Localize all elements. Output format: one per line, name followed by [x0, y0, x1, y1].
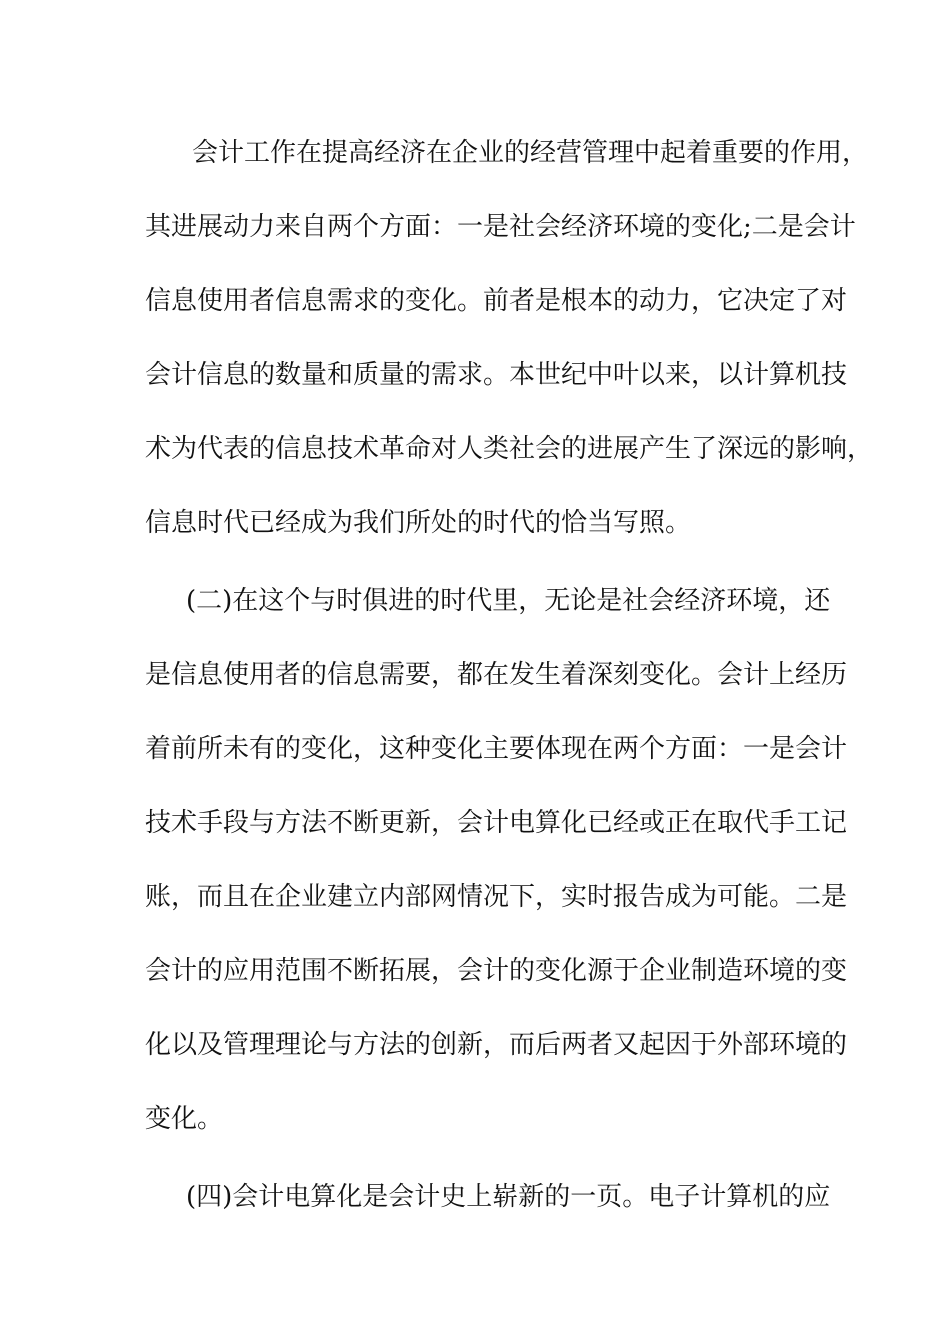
text-line: 技术手段与方法不断更新，会计电算化已经或正在取代手工记: [145, 808, 848, 838]
text-line: 变化。: [145, 1104, 224, 1134]
text-line: 会计的应用范围不断拓展，会计的变化源于企业制造环境的变: [145, 956, 848, 986]
text-line: 其进展动力来自两个方面：一是社会经济环境的变化;二是会计: [145, 212, 856, 242]
text-line: 化以及管理理论与方法的创新，而后两者又起因于外部环境的: [145, 1030, 848, 1060]
text-line: 信息时代已经成为我们所处的时代的恰当写照。: [145, 508, 692, 538]
text-line: 账，而且在企业建立内部网情况下，实时报告成为可能。二是: [145, 882, 848, 912]
text-line: (四)会计电算化是会计史上崭新的一页。电子计算机的应: [186, 1182, 831, 1212]
text-line: 是信息使用者的信息需要，都在发生着深刻变化。会计上经历: [145, 660, 848, 690]
text-line: 着前所未有的变化，这种变化主要体现在两个方面：一是会计: [145, 734, 848, 764]
text-line: 信息使用者信息需求的变化。前者是根本的动力，它决定了对: [145, 286, 848, 316]
text-line: (二)在这个与时俱进的时代里，无论是社会经济环境，还: [186, 586, 831, 616]
text-line: 会计工作在提高经济在企业的经营管理中起着重要的作用，: [192, 138, 869, 168]
text-line: 术为代表的信息技术革命对人类社会的进展产生了深远的影响，: [145, 434, 874, 464]
text-line: 会计信息的数量和质量的需求。本世纪中叶以来，以计算机技: [145, 360, 848, 390]
